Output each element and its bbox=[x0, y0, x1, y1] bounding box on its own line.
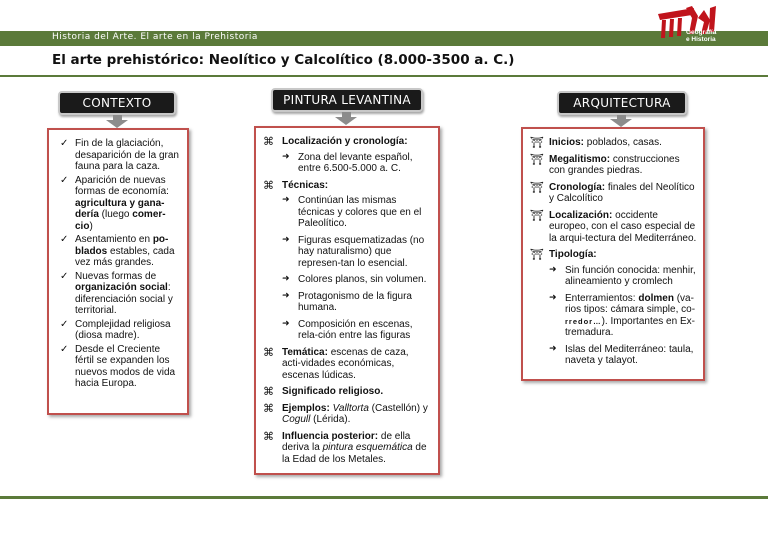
list-item: ⌘ Significado religioso. bbox=[263, 385, 384, 398]
list-item: ✓ Desde el Creciente fértil se expanden los nuevos modos de vida hacia Europa. bbox=[60, 343, 176, 389]
page-title: El arte prehistórico: Neolítico y Calcolítico (8.000-3500 a. C.) bbox=[52, 52, 515, 68]
arquitectura-list bbox=[529, 137, 697, 367]
feature-bullet-icon: ⌘ bbox=[263, 385, 274, 398]
dolmen-icon: ⛩ bbox=[530, 136, 544, 149]
arquitectura-panel bbox=[521, 127, 705, 381]
feature-bullet-icon: ⌘ bbox=[263, 429, 274, 443]
list-item: ⌘ Localización y cronología: ➜ Zona del levante español, entre 6.500-5.000 a. C. bbox=[262, 136, 430, 175]
list-item: ✓ Aparición de nuevas formas de economía: agricultura y gana-dería (luego comer-cio) bbox=[60, 174, 169, 232]
list-item: ✓ Fin de la glaciación, desaparición de la gran fauna para la caza. bbox=[60, 138, 179, 172]
sub-list-item: ➜ Islas del Mediterráneo: taula, naveta y talayot. bbox=[549, 343, 694, 366]
check-mark-icon: ✓ bbox=[60, 138, 69, 149]
sub-list-item: ➜ Composición en escenas, rela-ción entre las figuras bbox=[282, 318, 413, 341]
sub-list bbox=[282, 152, 430, 175]
sub-list-item: ➜ Enterramientos: dolmen (va-rios tipos: cámara simple, co-rredor…). Importantes en Ex-tremadura. bbox=[549, 292, 696, 338]
list-item: ⌘ Técnicas: ➜ Continúan las mismas técnicas y colores que en el Paleolítico. ➜ Figuras esquematizadas (no hay naturalismo) que represen-tan lo esencial. ➜ Colores planos, sin volumen. ➜ Protagonismo de la figura humana. ➜ Composición en escenas, rela-ción entre las figuras bbox=[262, 180, 430, 342]
check-mark-icon: ✓ bbox=[60, 270, 69, 282]
dolmen-icon: ⛩ bbox=[530, 208, 544, 222]
contexto-arrow-icon bbox=[106, 120, 128, 128]
arrow-right-icon: ➜ bbox=[282, 274, 290, 284]
pintura-header: PINTURA LEVANTINA bbox=[271, 88, 423, 112]
list-item: ⛩ Megalitismo: construcciones con grandes piedras. bbox=[530, 152, 680, 176]
contexto-list bbox=[53, 138, 181, 390]
sub-list-item: ➜ Figuras esquematizadas (no hay naturalismo) que represen-tan lo esencial. bbox=[282, 234, 425, 269]
list-item: ⌘ Influencia posterior: de ella deriva la pintura esquemática de la Edad de los Metales. bbox=[263, 429, 427, 465]
sub-list bbox=[282, 195, 430, 342]
arrow-right-icon: ➜ bbox=[282, 195, 290, 205]
arrow-right-icon: ➜ bbox=[549, 343, 557, 354]
sub-list-item: ➜ Colores planos, sin volumen. bbox=[282, 274, 427, 285]
arquitectura-header: ARQUITECTURA bbox=[557, 91, 687, 115]
feature-bullet-icon: ⌘ bbox=[263, 401, 274, 415]
logo-text bbox=[686, 29, 716, 43]
contexto-header: CONTEXTO bbox=[58, 91, 176, 115]
arrow-right-icon: ➜ bbox=[282, 290, 290, 301]
list-item: ⌘ Ejemplos: Valltorta (Castellón) y Cogull (Lérida). bbox=[263, 401, 428, 425]
feature-bullet-icon: ⌘ bbox=[263, 135, 274, 148]
list-item: ⛩ Inicios: poblados, casas. bbox=[530, 136, 662, 149]
arrow-right-icon: ➜ bbox=[282, 234, 290, 245]
list-item: ✓ Asentamiento en po-blados estables, cada vez más grandes. bbox=[60, 234, 175, 268]
feature-bullet-icon: ⌘ bbox=[263, 178, 274, 192]
contexto-panel bbox=[47, 128, 189, 415]
pintura-panel bbox=[254, 126, 440, 475]
list-item: ⛩ Tipología: ➜ Sin función conocida: menhir, alineamiento y cromlech ➜ Enterramientos: dolmen (va-rios tipos: cámara simple, co-rredor…). Importantes en Ex-tremadura. ➜ Islas del Mediterráneo: taula, naveta y talayot. bbox=[530, 248, 696, 366]
check-mark-icon: ✓ bbox=[60, 318, 69, 330]
pintura-arrow-icon bbox=[335, 117, 357, 125]
arrow-right-icon: ➜ bbox=[282, 151, 290, 162]
check-mark-icon: ✓ bbox=[60, 343, 69, 355]
list-item: ⛩ Localización: occidente europeo, con el caso especial de la arqui-tectura del Mediterráneo. bbox=[530, 208, 697, 244]
top-band bbox=[0, 31, 768, 46]
pintura-list bbox=[262, 136, 430, 465]
list-item: ✓ Complejidad religiosa (diosa madre). bbox=[60, 318, 171, 341]
list-item: ⛩ Cronología: finales del Neolítico y Calcolítico bbox=[530, 180, 695, 204]
list-item: ✓ Nuevas formas de organización social: diferenciación social y territorial. bbox=[60, 270, 173, 316]
dolmen-icon: ⛩ bbox=[530, 180, 544, 194]
check-mark-icon: ✓ bbox=[60, 234, 69, 245]
sub-list bbox=[549, 265, 697, 367]
logo-line-2: e Historia bbox=[686, 36, 716, 43]
arquitectura-arrow-icon bbox=[610, 119, 632, 127]
arrow-right-icon: ➜ bbox=[549, 292, 557, 303]
logo-line-1: Geografía bbox=[686, 29, 717, 36]
dolmen-icon: ⛩ bbox=[530, 152, 544, 166]
feature-bullet-icon: ⌘ bbox=[263, 345, 274, 359]
arrow-right-icon: ➜ bbox=[282, 318, 290, 329]
sub-list-item: ➜ Protagonismo de la figura humana. bbox=[282, 290, 412, 313]
breadcrumb: Historia del Arte. El arte en la Prehistoria bbox=[52, 32, 258, 42]
list-item: ⌘ Temática: escenas de caza, acti-vidades económicas, escenas lúdicas. bbox=[263, 345, 409, 381]
sub-list-item: ➜ Continúan las mismas técnicas y colores que en el Paleolítico. bbox=[282, 195, 422, 229]
arrow-right-icon: ➜ bbox=[549, 264, 557, 275]
dolmen-icon: ⛩ bbox=[530, 248, 544, 261]
check-mark-icon: ✓ bbox=[60, 174, 69, 186]
sub-list-item: ➜ Sin función conocida: menhir, alineamiento y cromlech bbox=[549, 264, 696, 287]
sub-list-item: ➜ Zona del levante español, entre 6.500-5.000 a. C. bbox=[282, 151, 413, 174]
bottom-divider bbox=[0, 496, 768, 499]
title-divider bbox=[0, 75, 768, 77]
